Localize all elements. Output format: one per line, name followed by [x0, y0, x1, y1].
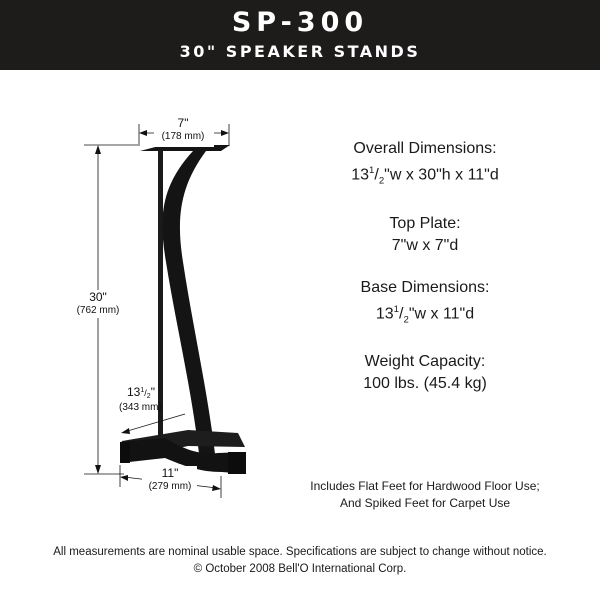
feet-note-line-2: And Spiked Feet for Carpet Use: [339, 496, 511, 510]
base-dimensions-label: Base Dimensions:: [360, 278, 490, 296]
model-title: SP-300: [231, 7, 369, 38]
weight-capacity-label: Weight Capacity:: [364, 353, 486, 371]
overall-dimensions-value: $13^1/_2"w$ x 30"h x 11"d: [351, 165, 499, 187]
depth-dimension: [119, 385, 185, 434]
top-plate-value: 7"w x 7"d: [391, 236, 459, 254]
top-width-metric: (178 mm): [161, 131, 205, 142]
height-label: 30": [89, 290, 107, 304]
top-width-dimension: [139, 116, 229, 147]
base-width-label: 11": [161, 466, 179, 480]
top-plate-label: Top Plate:: [389, 214, 461, 232]
speaker-stand-illustration: [120, 145, 246, 474]
base-dimensions-value: $13^1/_2"w$ x 11"d: [375, 303, 475, 326]
feet-note-line-1: Includes Flat Feet for Hardwood Floor Use;: [310, 479, 540, 493]
top-width-label: 7": [177, 116, 189, 130]
overall-dimensions-block: [300, 138, 550, 193]
curved-column: [162, 151, 216, 462]
overall-dimensions-label: Overall Dimensions:: [353, 140, 497, 157]
feet-note: [290, 478, 560, 512]
depth-label: $13^1_/2$": [127, 385, 155, 400]
height-dimension: [70, 145, 138, 474]
product-subtitle: 30" SPEAKER STANDS: [179, 42, 421, 61]
specifications-panel: [300, 138, 550, 415]
base-left-foot: [120, 442, 130, 463]
base-width-metric: (279 mm): [148, 481, 192, 492]
base-dimensions-block: [300, 277, 550, 332]
rear-post: [158, 150, 163, 440]
base-right-foot: [228, 452, 246, 474]
depth-metric: (343 mm): [119, 402, 162, 413]
top-plate-block: [300, 213, 550, 257]
copyright-text: © October 2008 Bell'O International Corp.: [193, 563, 407, 575]
weight-capacity-block: [300, 351, 550, 395]
footer-disclaimer: [0, 544, 600, 578]
height-metric: (762 mm): [76, 305, 120, 316]
weight-capacity-value: 100 lbs. (45.4 kg): [363, 375, 487, 393]
disclaimer-text: All measurements are nominal usable space. Specifications are subject to change without notice.: [53, 546, 547, 558]
